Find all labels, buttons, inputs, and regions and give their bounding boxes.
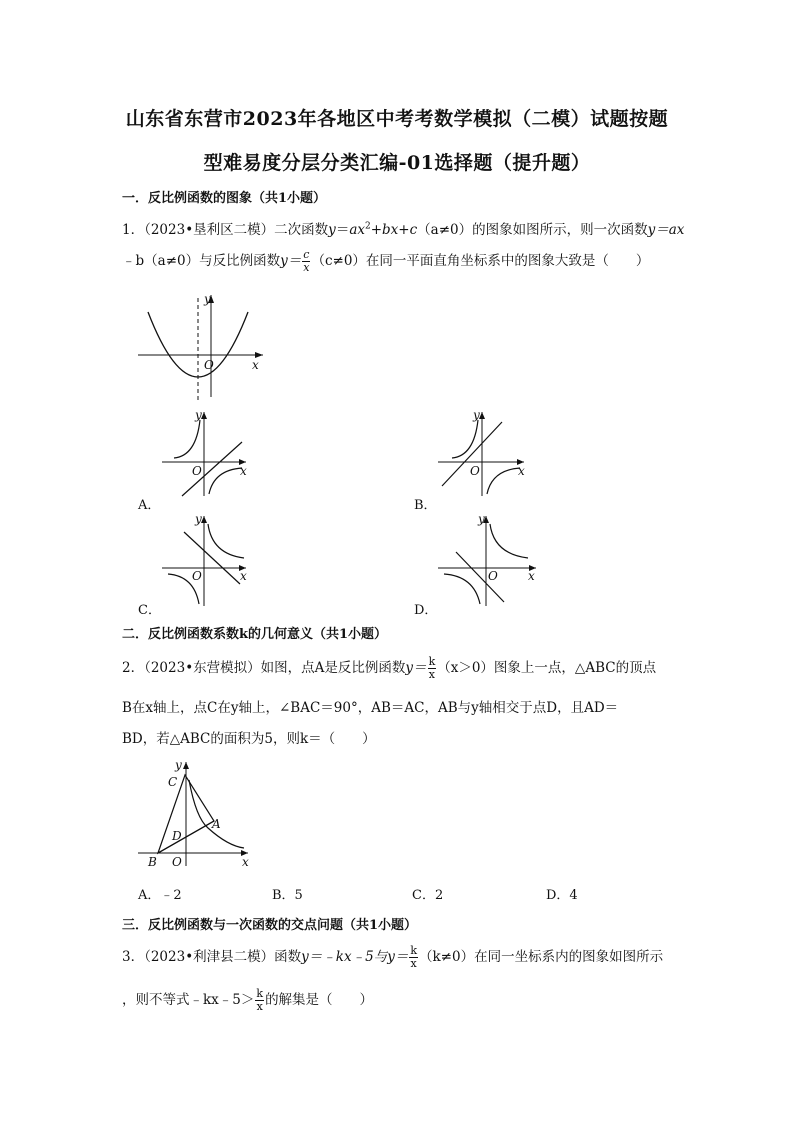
label-o: O xyxy=(192,464,202,478)
label-c: C xyxy=(168,775,178,789)
label-b: B xyxy=(148,855,157,869)
label-x: x xyxy=(242,855,249,869)
q2-option-c[interactable]: C．2 xyxy=(412,888,444,903)
q2-triangle-figure xyxy=(138,758,258,868)
label-x: x xyxy=(518,464,525,478)
label-y: y xyxy=(195,408,202,422)
q1-option-a[interactable]: A． xyxy=(138,498,161,513)
label-y: y xyxy=(478,512,485,526)
q1-line2: ﹣b（a≠0）与反比例函数y＝ $\frac{c}{x}$ （c≠0）在同一平面直角坐标系中的图象大致是（ ） xyxy=(122,248,650,274)
q1-option-b[interactable]: B． xyxy=(414,498,437,513)
q2-line3: BD，若△ABC的面积为5，则k＝（ ） xyxy=(122,731,376,747)
label-o: O xyxy=(488,569,498,583)
label-y: y xyxy=(175,758,182,772)
q1-option-c[interactable]: C． xyxy=(138,603,161,618)
label-x: x xyxy=(240,569,247,583)
q1-option-a-graph xyxy=(162,408,252,498)
section-heading-1: 一．反比例函数的图象（共1小题） xyxy=(122,191,327,206)
label-a: A xyxy=(212,817,221,831)
label-o: O xyxy=(192,569,202,583)
q1-option-d[interactable]: D． xyxy=(414,603,438,618)
label-o: O xyxy=(204,358,214,372)
label-x: x xyxy=(528,569,535,583)
q2-option-a[interactable]: A．﹣2 xyxy=(138,888,182,903)
page-title-line2: 型难易度分层分类汇编-01选择题（提升题） xyxy=(203,152,591,174)
q1-parabola-figure xyxy=(138,292,268,402)
q2-option-b[interactable]: B．5 xyxy=(272,888,303,903)
label-y: y xyxy=(195,512,202,526)
page-title-line1: 山东省东营市2023年各地区中考考数学模拟（二模）试题按题 xyxy=(125,108,669,130)
q1-option-b-graph xyxy=(438,408,538,498)
label-y: y xyxy=(473,408,480,422)
q3-line1: 3．（2023•利津县二模）函数y＝﹣kx﹣5与y＝ $\frac{k}{x}$ （k≠0）在同一坐标系内的图象如图所示 xyxy=(122,944,664,970)
label-o: O xyxy=(470,464,480,478)
q1-line1: 1．（2023•垦利区二模）二次函数$y=ax^2+bx+c(a\ne 0)$的图象如图所示，则一次函数y＝ax xyxy=(122,221,685,238)
label-d: D xyxy=(172,829,182,843)
label-x: x xyxy=(240,464,247,478)
q2-line1: 2．（2023•东营模拟）如图，点A是反比例函数y＝ $\frac{k}{x}$ （x＞0）图象上一点，△ABC的顶点 xyxy=(122,655,657,681)
label-o: O xyxy=(172,855,182,869)
section-heading-3: 三．反比例函数与一次函数的交点问题（共1小题） xyxy=(122,918,418,933)
section-heading-2: 二．反比例函数系数k的几何意义（共1小题） xyxy=(122,627,388,642)
q1-option-d-graph xyxy=(438,512,542,608)
q3-line2: ，则不等式﹣kx﹣5＞ $\frac{k}{x}$ 的解集是（ ） xyxy=(122,987,374,1013)
q2-line2: B在x轴上，点C在y轴上，∠BAC＝90°，AB＝AC，AB与y轴相交于点D，且AD＝ xyxy=(122,700,619,716)
label-y: y xyxy=(204,292,211,306)
label-x: x xyxy=(252,358,259,372)
q1-option-c-graph xyxy=(162,512,252,608)
q2-option-d[interactable]: D．4 xyxy=(546,888,578,903)
